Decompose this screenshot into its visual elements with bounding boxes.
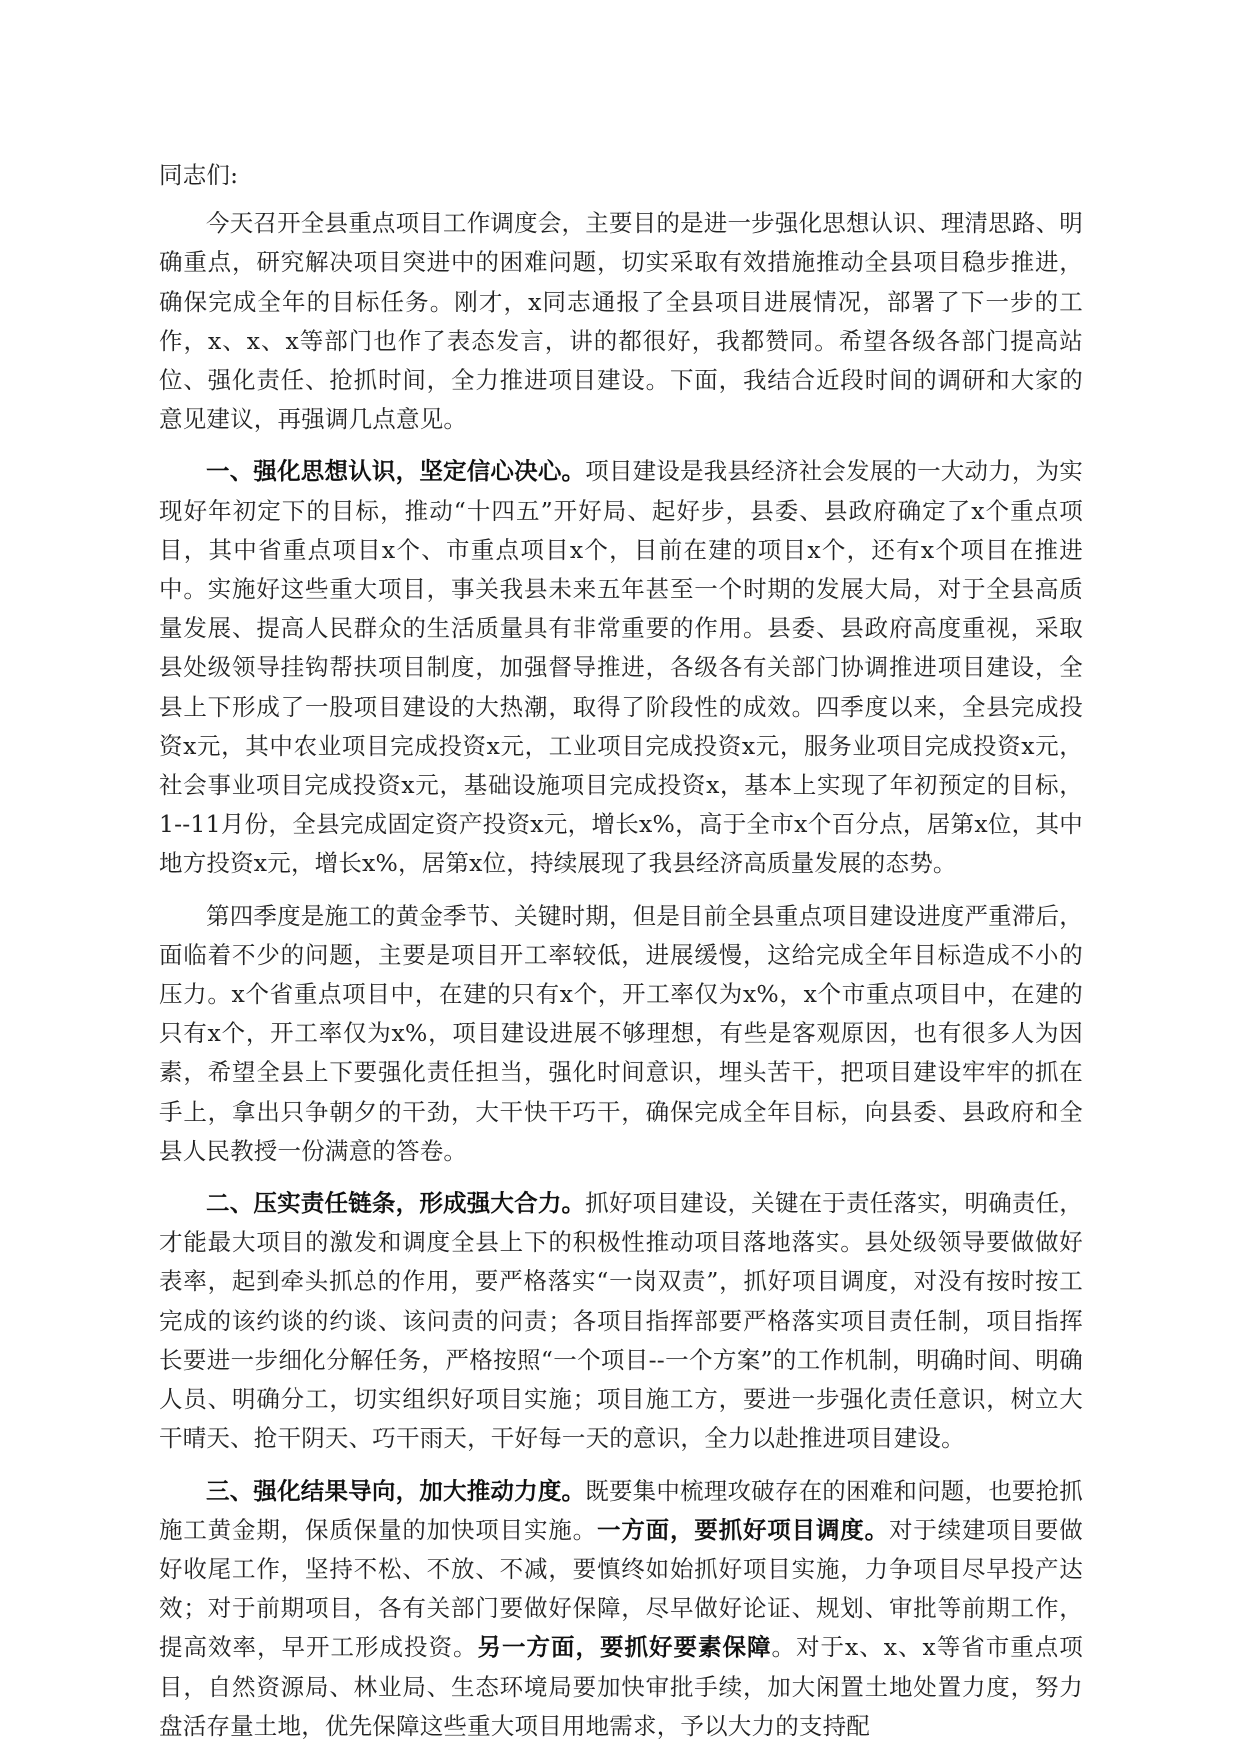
paragraph-text: 今天召开全县重点项目工作调度会，主要目的是进一步强化思想认识、理清思路、明确重点，研究解决项目突进中的困难问题，切实采取有效措施推动全县项目稳步推进，确保完成全年的目标任务。刚才，x同志通报了全县项目进展情况，部署了下一步的工作，x、x、x等部门也作了表态发言，讲的都很好，我都赞同。希望各级各部门提高站位、强化责任、抢抓时间，全力推进项目建设。下面，我结合近段时间的调研和大家的意见建议，再强调几点意见。 bbox=[159, 209, 1083, 434]
paragraph-text: 项目建设是我县经济社会发展的一大动力，为实现好年初定下的目标，推动“十四五”开好局、起好步，县委、县政府确定了x个重点项目，其中省重点项目x个、市重点项目x个，目前在建的项目x个，还有x个项目在推进中。实施好这些重大项目，事关我县未来五年甚至一个时期的发展大局，对于全县高质量发展、提高人民群众的生活质量具有非常重要的作用。县委、县政府高度重视，采取县处级领导挂钩帮扶项目制度，加强督导推进，各级各有关部门协调推进项目建设，全县上下形成了一股项目建设的大热潮，取得了阶段性的成效。四季度以来，全县完成投资x元，其中农业项目完成投资x元，工业项目完成投资x元，服务业项目完成投资x元，社会事业项目完成投资x元，基础设施项目完成投资x，基本上实现了年初预定的目标，1--11月份，全县完成固定资产投资x元，增长x%，高于全市x个百分点，居第x位，其中地方投资x元，增长x%，居第x位，持续展现了我县经济高质量发展的态势。 bbox=[159, 457, 1084, 878]
paragraph bbox=[159, 897, 1083, 1171]
paragraph-list bbox=[159, 204, 1083, 1746]
paragraph bbox=[159, 204, 1083, 439]
paragraph-text: 第四季度是施工的黄金季节、关键时期，但是目前全县重点项目建设进度严重滞后，面临着不少的问题，主要是项目开工率较低，进展缓慢，这给完成全年目标造成不小的压力。x个省重点项目中，在建的只有x个，开工率仅为x%，x个市重点项目中，在建的只有x个，开工率仅为x%，项目建设进展不够理想，有些是客观原因，也有很多人为因素，希望全县上下要强化责任担当，强化时间意识，埋头苦干，把项目建设牢牢的抓在手上，拿出只争朝夕的干劲，大干快干巧干，确保完成全年目标，向县委、县政府和全县人民教授一份满意的答卷。 bbox=[159, 901, 1083, 1165]
paragraph bbox=[159, 452, 1083, 883]
paragraph bbox=[159, 1472, 1083, 1746]
bold-heading-text: 三、强化结果导向，加大推动力度。 bbox=[206, 1476, 586, 1505]
bold-heading-text: 另一方面，要抓好要素保障 bbox=[477, 1633, 772, 1662]
paragraph-text: 。对于x、x、x等省市重点项目，自然资源局、林业局、生态环境局要加快审批手续，加大闲置土地处置力度，努力盘活存量土地，优先保障这些重大项目用地需求，予以大力的支持配 bbox=[159, 1633, 1083, 1740]
bold-heading-text: 一方面，要抓好项目调度。 bbox=[596, 1515, 889, 1544]
document-body bbox=[159, 156, 1083, 1759]
salutation: 同志们: bbox=[159, 161, 239, 189]
paragraph-text: 对于续建项目要做好收尾工作，坚持不松、不放、不减，要慎终如始抓好项目实施，力争项目尽早投产达效；对于前期项目，各有关部门要做好保障，尽早做好论证、规划、审批等前期工作，提高效率，早开工形成投资。 bbox=[159, 1515, 1083, 1662]
bold-heading-text: 二、压实责任链条，形成强大合力。 bbox=[206, 1189, 586, 1218]
paragraph-text: 抓好项目建设，关键在于责任落实，明确责任，才能最大项目的激发和调度全县上下的积极性推动项目落地落实。县处级领导要做做好表率，起到牵头抓总的作用，要严格落实“一岗双责”，抓好项目调度，对没有按时按工完成的该约谈的约谈、该问责的问责；各项目指挥部要严格落实项目责任制，项目指挥长要进一步细化分解任务，严格按照“一个项目--一个方案”的工作机制，明确时间、明确人员、明确分工，切实组织好项目实施；项目施工方，要进一步强化责任意识，树立大干晴天、抢干阴天、巧干雨天，干好每一天的意识，全力以赴推进项目建设。 bbox=[159, 1189, 1084, 1453]
paragraph bbox=[159, 1184, 1083, 1458]
bold-heading-text: 一、强化思想认识，坚定信心决心。 bbox=[206, 457, 586, 486]
paragraph-text: 既要集中梳理攻破存在的困难和问题，也要抢抓施工黄金期，保质保量的加快项目实施。 bbox=[159, 1476, 1084, 1544]
